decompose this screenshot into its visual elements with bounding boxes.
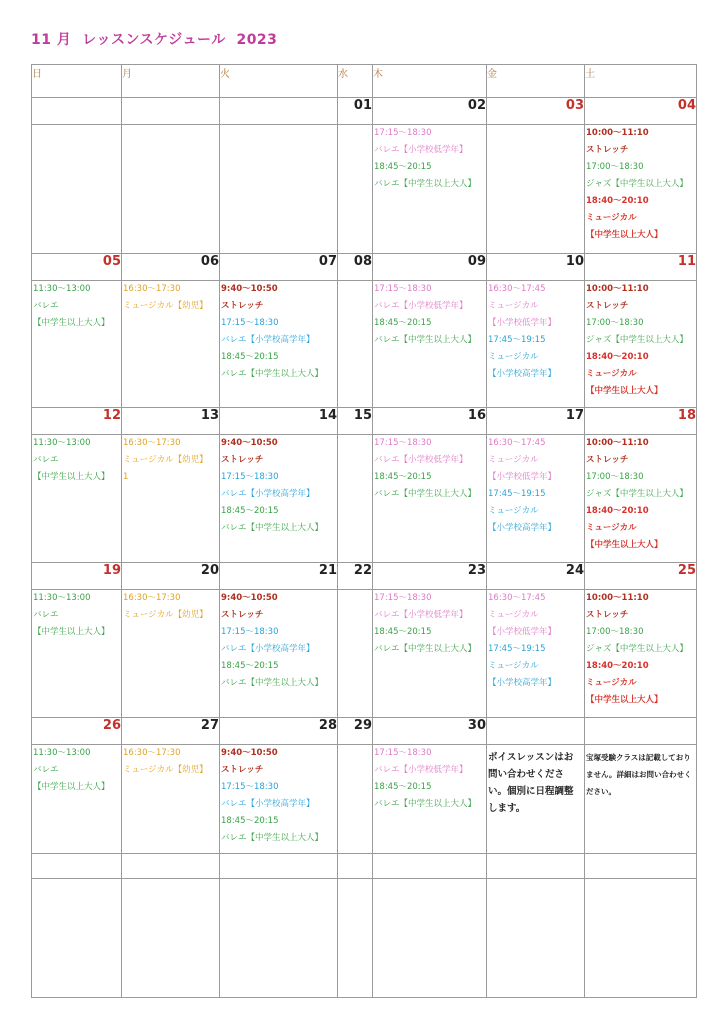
lesson-line: 11:30～13:00	[33, 748, 91, 758]
date-number: 27	[122, 718, 220, 745]
day-cell	[338, 745, 373, 854]
lesson-line: 11:30～13:00	[33, 284, 91, 294]
date-number: 07	[220, 254, 338, 281]
date-number	[220, 98, 338, 125]
empty-cell	[122, 879, 220, 998]
lesson-line: バレエ【中学生以上大人】	[374, 179, 477, 189]
day-cell	[220, 590, 338, 718]
date-number: 08	[338, 254, 373, 281]
date-number: 09	[373, 254, 487, 281]
lesson-line: 17:00～18:30	[586, 162, 644, 172]
day-cell	[373, 281, 487, 408]
lesson-line: 17:15～18:30	[221, 318, 279, 328]
lesson-line: 【小学校低学年】	[488, 472, 557, 482]
weekday-header-monday: 月	[122, 65, 220, 98]
lesson-line: 17:00～18:30	[586, 472, 644, 482]
lesson-line: 16:30～17:45	[488, 438, 546, 448]
day-cell	[585, 125, 697, 254]
date-number: 30	[373, 718, 487, 745]
lesson-line: 17:15～18:30	[374, 438, 432, 448]
date-number: 01	[338, 98, 373, 125]
lesson-line: ミュージカル	[488, 455, 539, 465]
lesson-line: 18:40～20:10	[586, 352, 649, 362]
lesson-line: 17:15～18:30	[221, 472, 279, 482]
date-number: 11	[585, 254, 697, 281]
date-number: 02	[373, 98, 487, 125]
date-number: 06	[122, 254, 220, 281]
lesson-line: 16:30～17:45	[488, 284, 546, 294]
lesson-line: ミュージカル	[488, 661, 539, 671]
calendar-grid	[31, 64, 697, 998]
empty-cell	[373, 879, 487, 998]
empty-cell	[32, 879, 122, 998]
lesson-line: 16:30～17:30	[123, 593, 181, 603]
takarazuka-class-note: 宝塚受験クラスは記載しておりません。詳細はお問い合わせください。	[586, 753, 692, 796]
lesson-line: ミュージカル	[488, 610, 539, 620]
day-cell	[220, 435, 338, 563]
date-number: 15	[338, 408, 373, 435]
lesson-line: 17:15～18:30	[374, 593, 432, 603]
day-cell	[585, 435, 697, 563]
lesson-line: ミュージカル	[586, 678, 637, 688]
lesson-line: バレエ	[33, 301, 59, 311]
day-cell	[373, 590, 487, 718]
lesson-line: 【小学校高学年】	[488, 678, 557, 688]
date-number: 24	[487, 563, 585, 590]
lesson-line: 【中学生以上大人】	[586, 540, 663, 550]
day-cell	[338, 854, 373, 879]
date-number	[585, 718, 697, 745]
lesson-line: 17:15～18:30	[374, 128, 432, 138]
lesson-line: 17:15～18:30	[374, 748, 432, 758]
day-cell	[32, 854, 122, 879]
lesson-line: バレエ【中学生以上大人】	[221, 833, 324, 843]
lesson-line: ストレッチ	[221, 610, 264, 620]
lesson-line: 16:30～17:30	[123, 284, 181, 294]
lesson-line: バレエ【小学校低学年】	[374, 765, 468, 775]
lesson-line: バレエ【中学生以上大人】	[221, 369, 324, 379]
lesson-line: 17:15～18:30	[221, 627, 279, 637]
date-number	[487, 718, 585, 745]
day-cell	[32, 590, 122, 718]
lesson-line: 10:00～11:10	[586, 438, 649, 448]
date-number: 04	[585, 98, 697, 125]
lesson-line: 18:40～20:10	[586, 506, 649, 516]
day-cell	[122, 281, 220, 408]
day-cell	[338, 125, 373, 254]
date-number	[32, 98, 122, 125]
lesson-line: ミュージカル	[488, 301, 539, 311]
day-cell	[373, 435, 487, 563]
weekday-header-thursday: 木	[373, 65, 487, 98]
lesson-line: ミュージカル【幼児】	[123, 455, 208, 465]
day-cell	[487, 745, 585, 854]
lesson-line: 9:40～10:50	[221, 438, 278, 448]
lesson-line: 18:45～20:15	[374, 627, 432, 637]
date-number: 12	[32, 408, 122, 435]
lesson-line: 17:00～18:30	[586, 318, 644, 328]
day-cell	[122, 745, 220, 854]
lesson-line: 17:15～18:30	[221, 782, 279, 792]
lesson-line: 18:45～20:15	[374, 782, 432, 792]
lesson-line: ストレッチ	[221, 765, 264, 775]
weekday-header-row	[32, 65, 697, 98]
date-number: 19	[32, 563, 122, 590]
lesson-line: 18:45～20:15	[374, 318, 432, 328]
date-number-row	[32, 718, 697, 745]
date-number-row	[32, 408, 697, 435]
lesson-line: 【小学校高学年】	[488, 369, 557, 379]
day-cell	[32, 125, 122, 254]
lesson-line: 【中学生以上大人】	[586, 230, 663, 240]
events-row	[32, 435, 697, 563]
day-cell	[122, 435, 220, 563]
lesson-line: ストレッチ	[586, 145, 629, 155]
page-title: 11 月 レッスンスケジュール 2023	[31, 32, 278, 48]
lesson-line: 9:40～10:50	[221, 748, 278, 758]
day-cell	[32, 745, 122, 854]
lesson-line: バレエ【中学生以上大人】	[221, 523, 324, 533]
events-row	[32, 281, 697, 408]
lesson-line: ストレッチ	[586, 610, 629, 620]
lesson-line: 10:00～11:10	[586, 284, 649, 294]
lesson-line: 11:30～13:00	[33, 593, 91, 603]
day-cell	[487, 854, 585, 879]
lesson-line: 【中学生以上大人】	[33, 472, 110, 482]
date-number: 28	[220, 718, 338, 745]
day-cell	[585, 281, 697, 408]
lesson-line: バレエ【小学校低学年】	[374, 455, 468, 465]
date-number: 18	[585, 408, 697, 435]
lesson-line: 17:45～19:15	[488, 489, 546, 499]
weekday-header-friday: 金	[487, 65, 585, 98]
lesson-line: バレエ【小学校高学年】	[221, 644, 315, 654]
lesson-line: 18:40～20:10	[586, 196, 649, 206]
day-cell	[373, 854, 487, 879]
lesson-line: バレエ【中学生以上大人】	[374, 799, 477, 809]
lesson-line: 10:00～11:10	[586, 128, 649, 138]
lesson-line: ミュージカル	[488, 506, 539, 516]
day-cell	[487, 435, 585, 563]
lesson-line: 17:15～18:30	[374, 284, 432, 294]
date-number: 16	[373, 408, 487, 435]
lesson-line: 17:45～19:15	[488, 644, 546, 654]
lesson-line: 9:40～10:50	[221, 284, 278, 294]
day-cell	[487, 125, 585, 254]
empty-cell	[585, 879, 697, 998]
lesson-line: 【中学生以上大人】	[33, 782, 110, 792]
date-number	[122, 98, 220, 125]
lesson-line: ミュージカル【幼児】	[123, 610, 208, 620]
date-number: 20	[122, 563, 220, 590]
lesson-line: バレエ【小学校高学年】	[221, 489, 315, 499]
date-number-row	[32, 563, 697, 590]
lesson-line: ストレッチ	[221, 455, 264, 465]
day-cell	[585, 854, 697, 879]
date-number: 10	[487, 254, 585, 281]
day-cell	[338, 281, 373, 408]
date-number: 26	[32, 718, 122, 745]
lesson-line: 【中学生以上大人】	[33, 318, 110, 328]
lesson-line: ミュージカル	[586, 369, 637, 379]
lesson-line: ストレッチ	[221, 301, 264, 311]
date-number: 05	[32, 254, 122, 281]
lesson-line: ミュージカル	[586, 213, 637, 223]
lesson-line: ミュージカル【幼児】	[123, 301, 208, 311]
lesson-line: バレエ【小学校低学年】	[374, 301, 468, 311]
lesson-line: バレエ【小学校低学年】	[374, 610, 468, 620]
day-cell	[122, 125, 220, 254]
lesson-line: バレエ【小学校低学年】	[374, 145, 468, 155]
date-number: 23	[373, 563, 487, 590]
lesson-line: ミュージカル【幼児】	[123, 765, 208, 775]
lesson-line: バレエ【小学校高学年】	[221, 799, 315, 809]
lesson-line: ミュージカル	[488, 352, 539, 362]
day-cell	[585, 745, 697, 854]
weekday-header-saturday: 土	[585, 65, 697, 98]
date-number-row	[32, 98, 697, 125]
events-row	[32, 590, 697, 718]
lesson-line: 【小学校低学年】	[488, 627, 557, 637]
lesson-line: 18:45～20:15	[374, 162, 432, 172]
lesson-line: 18:40～20:10	[586, 661, 649, 671]
date-number: 13	[122, 408, 220, 435]
day-cell	[338, 590, 373, 718]
lesson-line: ジャズ【中学生以上大人】	[586, 644, 688, 654]
lesson-line: ミュージカル	[586, 523, 637, 533]
date-number: 14	[220, 408, 338, 435]
day-cell	[220, 745, 338, 854]
day-cell	[220, 125, 338, 254]
day-cell	[585, 590, 697, 718]
lesson-line: 18:45～20:15	[221, 506, 279, 516]
empty-cell	[220, 879, 338, 998]
events-row	[32, 125, 697, 254]
lesson-line: バレエ	[33, 455, 59, 465]
day-cell	[220, 854, 338, 879]
events-row	[32, 745, 697, 854]
lesson-line: 18:45～20:15	[221, 352, 279, 362]
lesson-line: 16:30～17:30	[123, 438, 181, 448]
lesson-line: 【小学校低学年】	[488, 318, 557, 328]
lesson-line: 1	[123, 472, 129, 482]
lesson-line: ストレッチ	[586, 455, 629, 465]
lesson-line: 11:30～13:00	[33, 438, 91, 448]
lesson-line: 【中学生以上大人】	[33, 627, 110, 637]
day-cell	[487, 281, 585, 408]
lesson-line: ジャズ【中学生以上大人】	[586, 489, 688, 499]
date-number-row	[32, 254, 697, 281]
lesson-line: バレエ【中学生以上大人】	[374, 644, 477, 654]
date-number: 17	[487, 408, 585, 435]
lesson-line: バレエ【中学生以上大人】	[374, 335, 477, 345]
day-cell	[373, 125, 487, 254]
lesson-line: 【中学生以上大人】	[586, 386, 663, 396]
lesson-line: バレエ	[33, 765, 59, 775]
lesson-line: ストレッチ	[586, 301, 629, 311]
day-cell	[487, 590, 585, 718]
lesson-line: 9:40～10:50	[221, 593, 278, 603]
lesson-line: 18:45～20:15	[221, 816, 279, 826]
lesson-line: 17:45～19:15	[488, 335, 546, 345]
date-number: 03	[487, 98, 585, 125]
day-cell	[32, 435, 122, 563]
weekday-header-tuesday: 火	[220, 65, 338, 98]
date-number: 29	[338, 718, 373, 745]
events-row	[32, 854, 697, 879]
weekday-header-sunday: 日	[32, 65, 122, 98]
date-number: 21	[220, 563, 338, 590]
weekday-header-wednesday: 水	[338, 65, 373, 98]
day-cell	[122, 590, 220, 718]
voice-lesson-note: ボイスレッスンはお問い合わせください。個別に日程調整します。	[488, 752, 574, 814]
empty-cell	[487, 879, 585, 998]
lesson-line: 【中学生以上大人】	[586, 695, 663, 705]
lesson-line: ジャズ【中学生以上大人】	[586, 179, 688, 189]
lesson-line: ジャズ【中学生以上大人】	[586, 335, 688, 345]
day-cell	[338, 435, 373, 563]
day-cell	[32, 281, 122, 408]
empty-cell	[338, 879, 373, 998]
lesson-line: バレエ【小学校高学年】	[221, 335, 315, 345]
lesson-line: 16:30～17:45	[488, 593, 546, 603]
day-cell	[373, 745, 487, 854]
lesson-line: 16:30～17:30	[123, 748, 181, 758]
lesson-line: 【小学校高学年】	[488, 523, 557, 533]
day-cell	[122, 854, 220, 879]
empty-row	[32, 879, 697, 998]
lesson-line: 18:45～20:15	[221, 661, 279, 671]
lesson-line: バレエ	[33, 610, 59, 620]
lesson-line: 18:45～20:15	[374, 472, 432, 482]
date-number: 25	[585, 563, 697, 590]
day-cell	[220, 281, 338, 408]
lesson-line: バレエ【中学生以上大人】	[374, 489, 477, 499]
lesson-line: 17:00～18:30	[586, 627, 644, 637]
lesson-line: 10:00～11:10	[586, 593, 649, 603]
date-number: 22	[338, 563, 373, 590]
lesson-line: バレエ【中学生以上大人】	[221, 678, 324, 688]
